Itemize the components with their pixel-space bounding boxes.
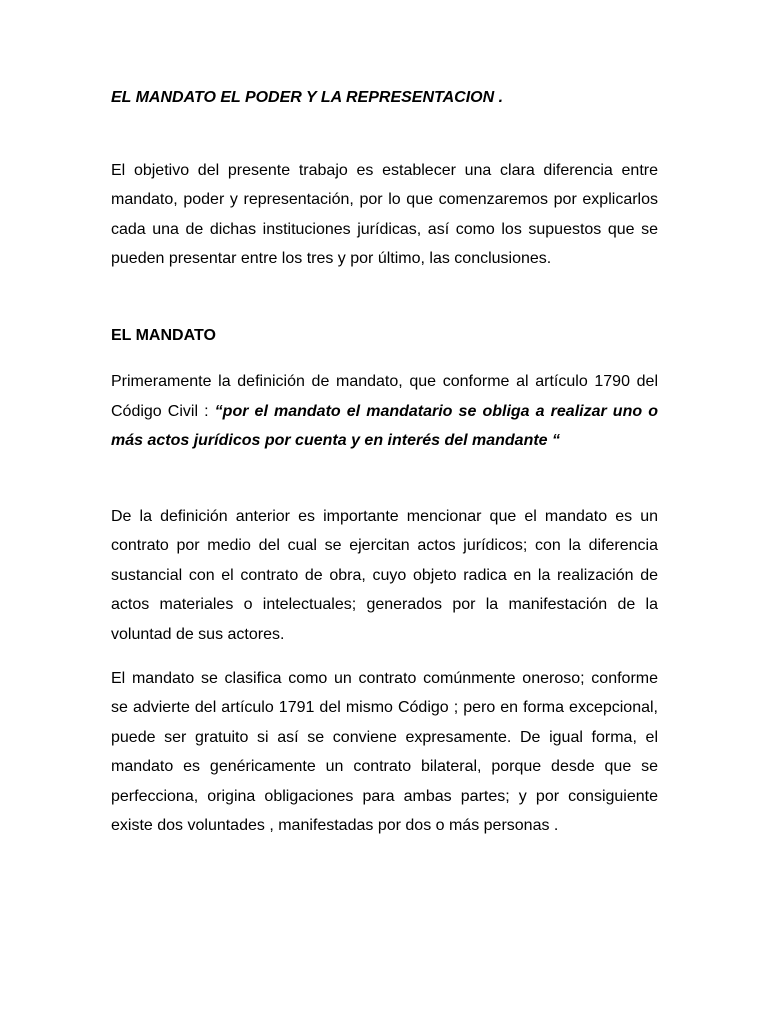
definition-paragraph	[111, 367, 658, 456]
body-paragraph-3: El mandato se clasifica como un contrato comúnmente oneroso; conforme se advierte del artículo 1791 del mismo Código ; pero en forma excepcional, puede ser gratuito si así se conviene expresamente. De igual forma, el mandato es genéricamente un contrato bilateral, porque desde que se perfecciona, origina obligaciones para ambas partes; y por consiguiente existe dos voluntades , manifestadas por dos o más personas .	[111, 670, 658, 835]
document-title: EL MANDATO EL PODER Y LA REPRESENTACION .	[111, 89, 504, 106]
intro-paragraph: El objetivo del presente trabajo es establecer una clara diferencia entre mandato, poder y representación, por lo que comenzaremos por explicarlos cada una de dichas instituciones jurídicas, así como los supuestos que se pueden presentar entre los tres y por último, las conclusiones.	[111, 162, 658, 268]
definition-lead: Primeramente la definición de mandato, que conforme al artículo 1790 del Código Civil :	[111, 373, 658, 420]
body-paragraph-2: De la definición anterior es importante mencionar que el mandato es un contrato por medio del cual se ejercitan actos jurídicos; con la diferencia sustancial con el contrato de obra, cuyo objeto radica en la realización de actos materiales o intelectuales; generados por la manifestación de la voluntad de sus actores.	[111, 508, 658, 643]
definition-quote: “por el mandato el mandatario se obliga a realizar uno o más actos jurídicos por cuenta y en interés del mandante “	[111, 402, 658, 449]
section-heading: EL MANDATO	[111, 327, 216, 344]
